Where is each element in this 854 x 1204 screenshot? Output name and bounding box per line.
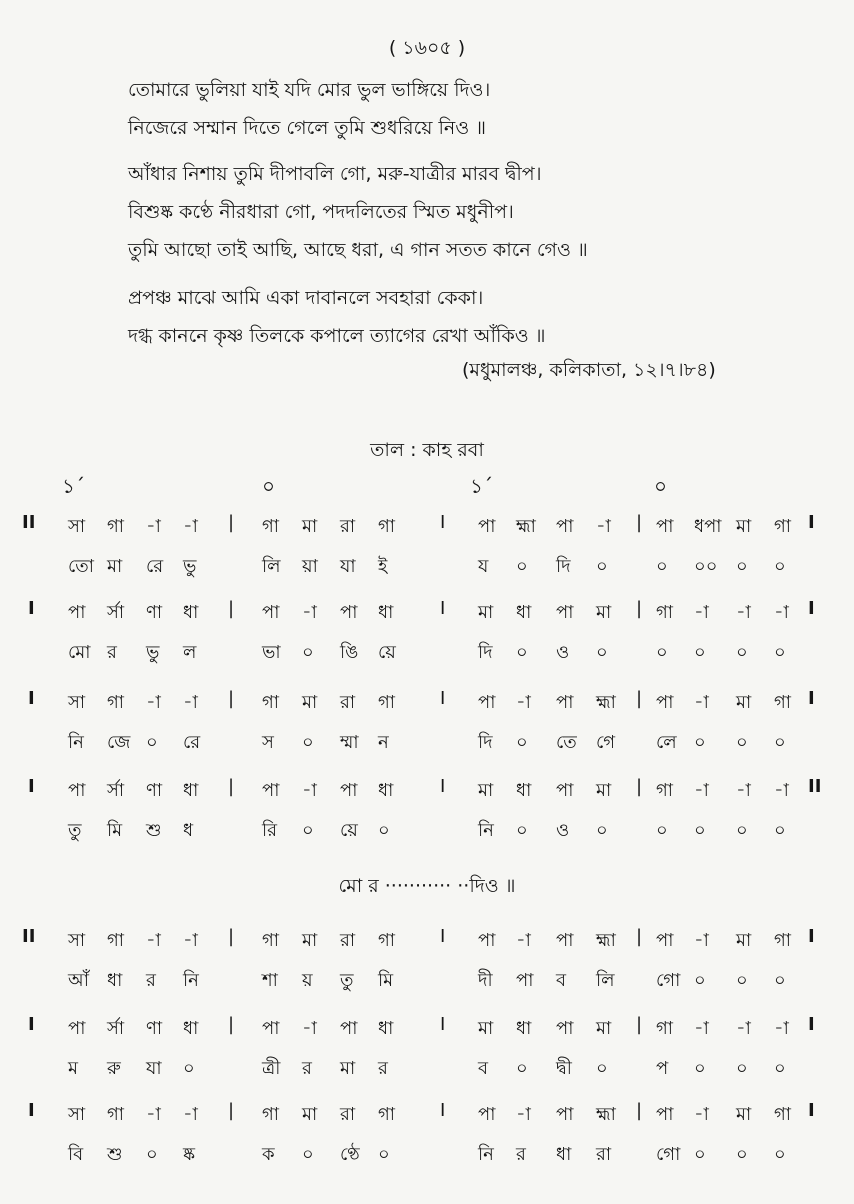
- swar-note: পা: [556, 1104, 574, 1125]
- swar-note: গা: [774, 1104, 792, 1125]
- swar-note: -া: [736, 780, 751, 801]
- lyric-syllable: তো: [68, 556, 95, 577]
- lyric-syllable: ঙি: [340, 642, 359, 663]
- lyric-row: [0, 638, 854, 668]
- swar-note: পা: [556, 1018, 574, 1039]
- lyric-syllable: যা: [340, 556, 356, 577]
- swar-note: সা: [68, 692, 86, 713]
- swar-note: পা: [656, 692, 674, 713]
- lyric-syllable: ম্মা: [340, 732, 359, 753]
- lyric-syllable: যা: [146, 1058, 162, 1079]
- bar-divider: |: [636, 512, 643, 533]
- swar-note: গা: [262, 692, 280, 713]
- lyric-syllable: ০: [656, 820, 668, 841]
- swar-note: র্সা: [107, 1018, 125, 1039]
- swar-note: র্সা: [107, 602, 125, 623]
- swar-note: মা: [302, 1104, 318, 1125]
- bar-line-close: I: [808, 512, 815, 533]
- bar-line-open: I: [28, 1014, 35, 1035]
- swar-note: সা: [68, 1104, 86, 1125]
- swar-note: মা: [596, 780, 612, 801]
- lyric-syllable: ষ্ক: [183, 1144, 196, 1165]
- swar-note: ণা: [146, 780, 163, 801]
- swar-note: গা: [656, 602, 674, 623]
- bar-line-close: I: [808, 1014, 815, 1035]
- verse-line: নিজেরে সম্মান দিতে গেলে তুমি শুধরিয়ে নিও ॥: [128, 117, 487, 139]
- lyric-syllable: শু: [107, 1144, 123, 1165]
- swar-row: [0, 1014, 854, 1044]
- lyric-syllable: মো: [68, 642, 91, 663]
- lyric-syllable: ০: [146, 732, 158, 753]
- lyric-syllable: ও: [556, 820, 570, 841]
- bar-divider: I: [440, 1014, 446, 1035]
- lyric-syllable: ন: [378, 732, 389, 753]
- swar-row: [0, 776, 854, 806]
- swar-note: মা: [302, 930, 318, 951]
- lyric-syllable: ০: [516, 1058, 528, 1079]
- swar-note: গা: [656, 780, 674, 801]
- lyric-syllable: ০: [736, 970, 748, 991]
- lyric-syllable: ০: [774, 732, 786, 753]
- swar-note: -া: [736, 1018, 751, 1039]
- swar-note: -া: [694, 780, 709, 801]
- swar-note: -া: [694, 692, 709, 713]
- lyric-syllable: ০: [774, 820, 786, 841]
- lyric-row: [0, 966, 854, 996]
- lyric-syllable: গে: [596, 732, 616, 753]
- lyric-syllable: ও: [556, 642, 570, 663]
- swar-note: হ্মা: [596, 692, 616, 713]
- swar-note: ধা: [516, 1018, 532, 1039]
- swar-row: [0, 598, 854, 628]
- lyric-syllable: ০: [516, 820, 528, 841]
- lyric-syllable: ০: [596, 1058, 608, 1079]
- lyric-syllable: ০: [302, 1144, 314, 1165]
- lyric-row: [0, 1054, 854, 1084]
- beat-mark: ০: [262, 474, 276, 498]
- bar-divider: I: [440, 926, 446, 947]
- swar-note: -া: [774, 602, 789, 623]
- bar-divider: |: [636, 926, 643, 947]
- swar-note: হ্মা: [596, 1104, 616, 1125]
- swar-note: রা: [340, 516, 356, 537]
- lyric-syllable: য়ে: [378, 642, 396, 663]
- taal-heading: তাল : কাহ রবা: [370, 439, 484, 461]
- lyric-syllable: শু: [146, 820, 162, 841]
- swar-note: হ্মা: [516, 516, 536, 537]
- lyric-syllable: য়: [302, 970, 313, 991]
- bar-line-open: I: [28, 598, 35, 619]
- bar-line-open: I: [28, 1100, 35, 1121]
- bar-divider: I: [440, 1100, 446, 1121]
- lyric-syllable: ০: [774, 1058, 786, 1079]
- lyric-syllable: ০: [736, 1144, 748, 1165]
- swar-note: পা: [68, 1018, 86, 1039]
- swar-note: -া: [694, 602, 709, 623]
- bar-line-open: II: [22, 926, 36, 947]
- lyric-syllable: দ্বী: [556, 1058, 572, 1079]
- lyric-syllable: গো: [656, 970, 681, 991]
- lyric-syllable: ০: [774, 556, 786, 577]
- bar-divider: I: [440, 598, 446, 619]
- swar-note: পা: [68, 780, 86, 801]
- bar-divider: I: [440, 688, 446, 709]
- swar-note: -া: [183, 692, 198, 713]
- bar-line-close: II: [808, 776, 822, 797]
- lyric-syllable: রি: [262, 820, 278, 841]
- swar-note: ধা: [516, 780, 532, 801]
- verse-line: আঁধার নিশায় তুমি দীপাবলি গো, মরু-যাত্রীর মারব দ্বীপ।: [128, 163, 542, 185]
- lyric-syllable: লে: [656, 732, 677, 753]
- bar-divider: |: [228, 512, 235, 533]
- swar-note: রা: [340, 930, 356, 951]
- swar-note: ণা: [146, 602, 163, 623]
- bar-line-close: I: [808, 688, 815, 709]
- lyric-syllable: ০: [736, 1058, 748, 1079]
- lyric-syllable: ক: [262, 1144, 275, 1165]
- beat-mark: ০: [654, 474, 668, 498]
- swar-note: গা: [774, 692, 792, 713]
- swar-note: পা: [556, 692, 574, 713]
- swar-note: পা: [68, 602, 86, 623]
- swar-note: মা: [596, 1018, 612, 1039]
- lyric-syllable: ০: [516, 732, 528, 753]
- swar-note: মা: [302, 516, 318, 537]
- swar-note: গা: [107, 692, 125, 713]
- swar-note: -া: [302, 1018, 317, 1039]
- swar-note: গা: [107, 516, 125, 537]
- bar-divider: I: [440, 512, 446, 533]
- source-citation: (মধুমালঞ্চ, কলিকাতা, ১২।৭।৮৪): [462, 359, 716, 381]
- lyric-syllable: ই: [378, 556, 388, 577]
- lyric-syllable: আঁ: [68, 970, 89, 991]
- lyric-syllable: ০: [516, 642, 528, 663]
- lyric-syllable: ০: [694, 1058, 706, 1079]
- lyric-syllable: ০: [378, 820, 390, 841]
- bar-line-close: I: [808, 598, 815, 619]
- bar-line-open: I: [28, 776, 35, 797]
- lyric-syllable: ০: [736, 820, 748, 841]
- swar-note: পা: [478, 692, 496, 713]
- swar-note: ধা: [183, 602, 199, 623]
- lyric-syllable: ০: [302, 732, 314, 753]
- lyric-syllable: ০: [596, 642, 608, 663]
- lyric-syllable: ম: [68, 1058, 78, 1079]
- verse-line: তোমারে ভুলিয়া যাই যদি মোর ভুল ভাঙ্গিয়ে দিও।: [128, 79, 491, 101]
- swar-note: পা: [340, 602, 358, 623]
- bar-divider: |: [636, 1100, 643, 1121]
- swar-note: গা: [262, 516, 280, 537]
- lyric-syllable: দি: [478, 642, 493, 663]
- swar-note: পা: [556, 602, 574, 623]
- swar-note: মা: [736, 930, 752, 951]
- swar-note: পা: [656, 930, 674, 951]
- swar-note: গা: [378, 692, 396, 713]
- lyric-syllable: ধ: [183, 820, 194, 841]
- lyric-syllable: ভু: [183, 556, 197, 577]
- swar-note: -া: [146, 1104, 161, 1125]
- lyric-syllable: ০: [183, 1058, 195, 1079]
- lyric-syllable: দি: [556, 556, 571, 577]
- lyric-syllable: মি: [107, 820, 123, 841]
- lyric-syllable: নি: [183, 970, 199, 991]
- swar-note: মা: [736, 1104, 752, 1125]
- verse-line: দগ্ধ কাননে কৃষ্ণ তিলকে কপালে ত্যাগের রেখা আঁকিও ॥: [128, 325, 546, 347]
- lyric-syllable: ব: [556, 970, 567, 991]
- swar-note: -া: [302, 602, 317, 623]
- bar-line-close: I: [808, 1100, 815, 1121]
- lyric-syllable: ০: [516, 556, 528, 577]
- swar-note: ধা: [378, 780, 394, 801]
- lyric-syllable: ০: [774, 642, 786, 663]
- bar-divider: |: [228, 1100, 235, 1121]
- swar-note: পা: [262, 1018, 280, 1039]
- lyric-syllable: ০: [302, 642, 314, 663]
- swar-note: -া: [694, 1018, 709, 1039]
- lyric-syllable: মা: [107, 556, 123, 577]
- swar-note: -া: [183, 1104, 198, 1125]
- swar-note: পা: [656, 516, 674, 537]
- swar-note: -া: [146, 692, 161, 713]
- swar-row: [0, 1100, 854, 1130]
- swar-note: -া: [146, 516, 161, 537]
- swar-note: ধা: [378, 1018, 394, 1039]
- lyric-syllable: নি: [478, 1144, 494, 1165]
- lyric-syllable: ০: [656, 642, 668, 663]
- swar-note: পা: [556, 930, 574, 951]
- swar-note: গা: [262, 930, 280, 951]
- lyric-syllable: য়ে: [340, 820, 358, 841]
- bar-line-open: II: [22, 512, 36, 533]
- lyric-syllable: ০০: [694, 556, 718, 577]
- lyric-syllable: ০: [302, 820, 314, 841]
- lyric-syllable: নি: [478, 820, 494, 841]
- swar-row: [0, 688, 854, 718]
- swar-note: পা: [478, 930, 496, 951]
- lyric-row: [0, 728, 854, 758]
- lyric-syllable: য়া: [302, 556, 318, 577]
- lyric-syllable: ০: [596, 556, 608, 577]
- lyric-syllable: ভু: [146, 642, 160, 663]
- lyric-syllable: ধা: [556, 1144, 572, 1165]
- bar-divider: |: [636, 776, 643, 797]
- lyric-syllable: দী: [478, 970, 493, 991]
- lyric-syllable: ০: [736, 732, 748, 753]
- swar-note: মা: [596, 602, 612, 623]
- swar-note: পা: [340, 780, 358, 801]
- bar-line-open: I: [28, 688, 35, 709]
- swar-note: -া: [694, 930, 709, 951]
- lyric-syllable: ত্রী: [262, 1058, 281, 1079]
- lyric-row: [0, 552, 854, 582]
- lyric-syllable: ০: [146, 1144, 158, 1165]
- beat-mark: ১´: [62, 474, 85, 498]
- swar-note: গা: [262, 1104, 280, 1125]
- lyric-syllable: ল: [183, 642, 197, 663]
- swar-note: মা: [736, 692, 752, 713]
- bar-divider: |: [228, 1014, 235, 1035]
- swar-note: -া: [183, 930, 198, 951]
- swar-note: রা: [340, 1104, 356, 1125]
- swar-note: গা: [774, 516, 792, 537]
- bar-divider: |: [228, 598, 235, 619]
- swar-note: পা: [556, 516, 574, 537]
- lyric-syllable: শা: [262, 970, 278, 991]
- swar-note: গা: [774, 930, 792, 951]
- lyric-row: [0, 1140, 854, 1170]
- lyric-syllable: ০: [694, 732, 706, 753]
- bar-divider: |: [228, 688, 235, 709]
- swar-note: -া: [516, 692, 531, 713]
- lyric-syllable: র: [107, 642, 117, 663]
- bar-divider: |: [636, 688, 643, 709]
- swar-note: গা: [107, 930, 125, 951]
- swar-note: র্সা: [107, 780, 125, 801]
- swar-note: পা: [656, 1104, 674, 1125]
- lyric-syllable: ০: [694, 970, 706, 991]
- lyric-syllable: ০: [656, 556, 668, 577]
- lyric-syllable: প: [656, 1058, 669, 1079]
- lyric-syllable: ০: [694, 642, 706, 663]
- bar-divider: I: [440, 776, 446, 797]
- swar-note: সা: [68, 516, 86, 537]
- swar-note: মা: [302, 692, 318, 713]
- lyric-syllable: ০: [736, 556, 748, 577]
- swar-note: সা: [68, 930, 86, 951]
- lyric-syllable: ০: [694, 1144, 706, 1165]
- lyric-syllable: পা: [516, 970, 534, 991]
- lyric-syllable: ০: [774, 970, 786, 991]
- swar-note: ধা: [183, 1018, 199, 1039]
- lyric-syllable: রু: [107, 1058, 121, 1079]
- lyric-row: [0, 816, 854, 846]
- lyric-syllable: ণ্ঠে: [340, 1144, 360, 1165]
- lyric-syllable: জে: [107, 732, 131, 753]
- verse-line: বিশুষ্ক কণ্ঠে নীরধারা গো, পদদলিতের স্মিত মধুনীপ।: [128, 201, 514, 223]
- swar-row: [0, 512, 854, 542]
- lyric-syllable: মা: [340, 1058, 356, 1079]
- bar-divider: |: [228, 776, 235, 797]
- lyric-syllable: রে: [146, 556, 164, 577]
- swar-note: গা: [378, 516, 396, 537]
- lyric-syllable: ধা: [107, 970, 123, 991]
- lyric-syllable: ০: [736, 642, 748, 663]
- swar-note: ধপা: [694, 516, 722, 537]
- lyric-syllable: লি: [596, 970, 615, 991]
- swar-note: পা: [478, 516, 496, 537]
- verse-line: তুমি আছো তাই আছি, আছে ধরা, এ গান সতত কানে গেও ॥: [128, 239, 588, 261]
- lyric-syllable: ব: [478, 1058, 489, 1079]
- lyric-syllable: য: [478, 556, 489, 577]
- lyric-syllable: তে: [556, 732, 577, 753]
- swar-note: -া: [736, 602, 751, 623]
- swar-note: -া: [694, 1104, 709, 1125]
- lyric-syllable: স: [262, 732, 274, 753]
- swar-note: পা: [478, 1104, 496, 1125]
- swar-note: গা: [107, 1104, 125, 1125]
- swar-note: ধা: [378, 602, 394, 623]
- lyric-syllable: দি: [478, 732, 493, 753]
- bar-divider: |: [636, 1014, 643, 1035]
- lyric-syllable: তু: [68, 820, 82, 841]
- swar-note: -া: [302, 780, 317, 801]
- bar-line-close: I: [808, 926, 815, 947]
- verse-line: প্রপঞ্চ মাঝে আমি একা দাবানলে সবহারা কেকা।: [128, 287, 484, 309]
- swar-note: মা: [478, 602, 494, 623]
- swar-note: মা: [478, 1018, 494, 1039]
- swar-note: -া: [146, 930, 161, 951]
- swar-note: ধা: [183, 780, 199, 801]
- lyric-syllable: নি: [68, 732, 84, 753]
- lyric-syllable: রা: [596, 1144, 612, 1165]
- swar-note: পা: [340, 1018, 358, 1039]
- bar-divider: |: [228, 926, 235, 947]
- swar-note: পা: [556, 780, 574, 801]
- lyric-syllable: র: [146, 970, 156, 991]
- swar-note: মা: [478, 780, 494, 801]
- swar-note: মা: [736, 516, 752, 537]
- lyric-syllable: লি: [262, 556, 281, 577]
- swar-note: -া: [774, 1018, 789, 1039]
- lyric-syllable: ০: [596, 820, 608, 841]
- lyric-syllable: মি: [378, 970, 394, 991]
- swar-note: হ্মা: [596, 930, 616, 951]
- lyric-syllable: রে: [183, 732, 201, 753]
- swar-note: -া: [183, 516, 198, 537]
- swar-note: -া: [774, 780, 789, 801]
- swar-row: [0, 926, 854, 956]
- swar-note: ণা: [146, 1018, 163, 1039]
- swar-note: রা: [340, 692, 356, 713]
- swar-note: গা: [378, 930, 396, 951]
- lyric-syllable: তু: [340, 970, 354, 991]
- swar-note: গা: [378, 1104, 396, 1125]
- swar-note: ধা: [516, 602, 532, 623]
- refrain-cue: মো র ··········· ··দিও ॥: [338, 875, 516, 897]
- lyric-syllable: গো: [656, 1144, 681, 1165]
- swar-note: পা: [262, 602, 280, 623]
- swar-note: পা: [262, 780, 280, 801]
- lyric-syllable: ০: [694, 820, 706, 841]
- swar-note: -া: [516, 1104, 531, 1125]
- lyric-syllable: বি: [68, 1144, 84, 1165]
- lyric-syllable: ভা: [262, 642, 281, 663]
- lyric-syllable: র: [378, 1058, 388, 1079]
- bar-divider: |: [636, 598, 643, 619]
- beat-mark: ১´: [470, 474, 493, 498]
- lyric-syllable: র: [302, 1058, 312, 1079]
- swar-note: -া: [596, 516, 611, 537]
- lyric-syllable: র: [516, 1144, 526, 1165]
- swar-note: গা: [656, 1018, 674, 1039]
- swar-note: -া: [516, 930, 531, 951]
- lyric-syllable: ০: [774, 1144, 786, 1165]
- page-number: ( ১৬০৫ ): [388, 37, 466, 59]
- lyric-syllable: ০: [378, 1144, 390, 1165]
